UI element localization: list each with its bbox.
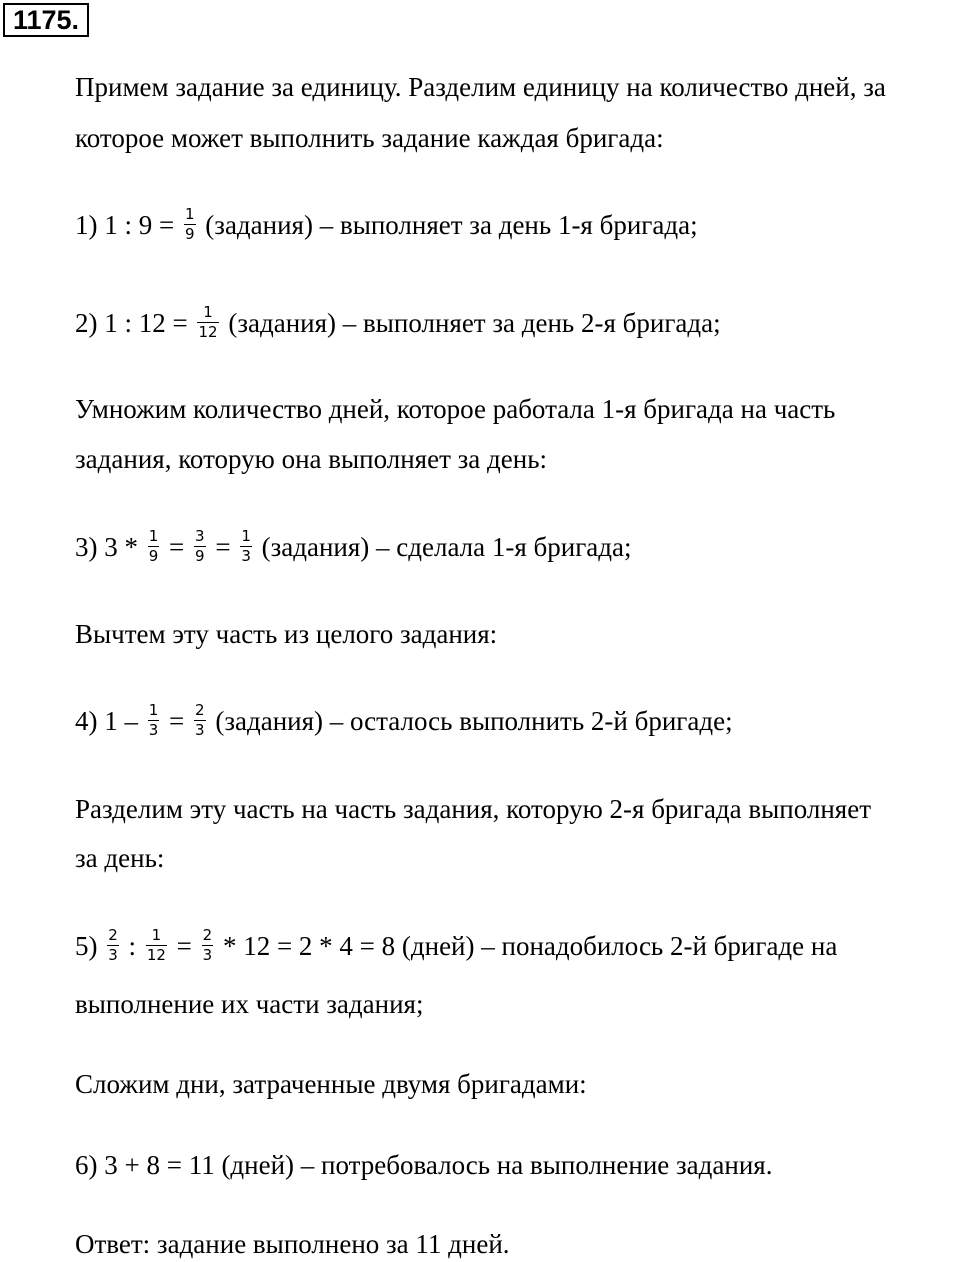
fraction-denominator: 9 bbox=[195, 547, 205, 566]
text-segment: 2) 1 : 12 = bbox=[75, 308, 195, 338]
text-line: Вычтем эту часть из целого задания: bbox=[75, 619, 498, 649]
text-segment: 1) 1 : 9 = bbox=[75, 210, 181, 240]
fraction-numerator: 1 bbox=[148, 701, 159, 720]
fraction bbox=[197, 304, 218, 341]
fraction bbox=[148, 702, 160, 739]
fraction-denominator: 9 bbox=[148, 547, 159, 566]
text-line bbox=[75, 207, 955, 246]
problem-number: 1175. bbox=[3, 3, 89, 37]
text-line: задания, которую она выполняет за день: bbox=[75, 444, 548, 474]
text-segment: (задания) – выполняет за день 2-я бригада; bbox=[221, 308, 721, 338]
text-segment: = bbox=[162, 532, 192, 562]
fraction-denominator: 3 bbox=[241, 547, 251, 566]
text-segment: 3) 3 * bbox=[75, 532, 145, 562]
text-line: Умножим количество дней, которое работала 1-я бригада на часть bbox=[75, 394, 836, 424]
fraction bbox=[148, 528, 160, 565]
fraction-denominator: 3 bbox=[202, 946, 213, 965]
text-segment: (задания) – выполняет за день 1-я бригада; bbox=[198, 210, 698, 240]
text-line: которое может выполнить задание каждая бригада: bbox=[75, 123, 664, 153]
text-segment: (задания) – осталось выполнить 2-й бригаде; bbox=[208, 706, 733, 736]
fraction bbox=[184, 206, 196, 243]
text-line: Ответ: задание выполнено за 11 дней. bbox=[75, 1229, 510, 1259]
fraction-numerator: 1 bbox=[146, 927, 167, 946]
fraction bbox=[194, 702, 206, 739]
fraction bbox=[194, 528, 206, 565]
fraction bbox=[107, 927, 119, 964]
text-segment: : bbox=[121, 931, 143, 961]
text-segment: = bbox=[208, 532, 238, 562]
text-line bbox=[75, 928, 955, 967]
text-segment: 5) bbox=[75, 931, 105, 961]
fraction bbox=[240, 528, 252, 565]
text-line: выполнение их части задания; bbox=[75, 989, 424, 1019]
text-line bbox=[75, 529, 955, 568]
fraction-numerator: 2 bbox=[108, 926, 118, 945]
text-line: за день: bbox=[75, 843, 165, 873]
fraction-numerator: 1 bbox=[184, 205, 195, 224]
fraction-denominator: 12 bbox=[146, 946, 166, 965]
fraction-denominator: 9 bbox=[184, 225, 195, 244]
fraction-numerator: 1 bbox=[148, 527, 159, 546]
text-line: Примем задание за единицу. Разделим единицу на количество дней, за bbox=[75, 72, 886, 102]
fraction-numerator: 2 bbox=[202, 926, 213, 945]
text-line: 6) 3 + 8 = 11 (дней) – потребовалось на выполнение задания. bbox=[75, 1150, 773, 1180]
fraction-numerator: 1 bbox=[241, 527, 251, 546]
text-segment: (задания) – сделала 1-я бригада; bbox=[254, 532, 632, 562]
text-segment: = bbox=[162, 706, 192, 736]
fraction-denominator: 3 bbox=[108, 946, 118, 965]
text-line: Разделим эту часть на часть задания, которую 2-я бригада выполняет bbox=[75, 794, 872, 824]
fraction-denominator: 3 bbox=[148, 721, 159, 740]
text-line: Сложим дни, затраченные двумя бригадами: bbox=[75, 1069, 587, 1099]
fraction-denominator: 3 bbox=[195, 721, 205, 740]
text-line bbox=[75, 305, 955, 344]
fraction-numerator: 3 bbox=[195, 527, 205, 546]
fraction-denominator: 12 bbox=[198, 323, 218, 342]
fraction bbox=[146, 927, 167, 964]
text-segment: * 12 = 2 * 4 = 8 (дней) – понадобилось 2-й бригаде на bbox=[216, 931, 838, 961]
text-segment: = bbox=[169, 931, 199, 961]
fraction-numerator: 2 bbox=[195, 701, 205, 720]
fraction bbox=[202, 927, 214, 964]
fraction-numerator: 1 bbox=[197, 304, 218, 323]
text-line bbox=[75, 703, 955, 742]
text-segment: 4) 1 – bbox=[75, 706, 145, 736]
